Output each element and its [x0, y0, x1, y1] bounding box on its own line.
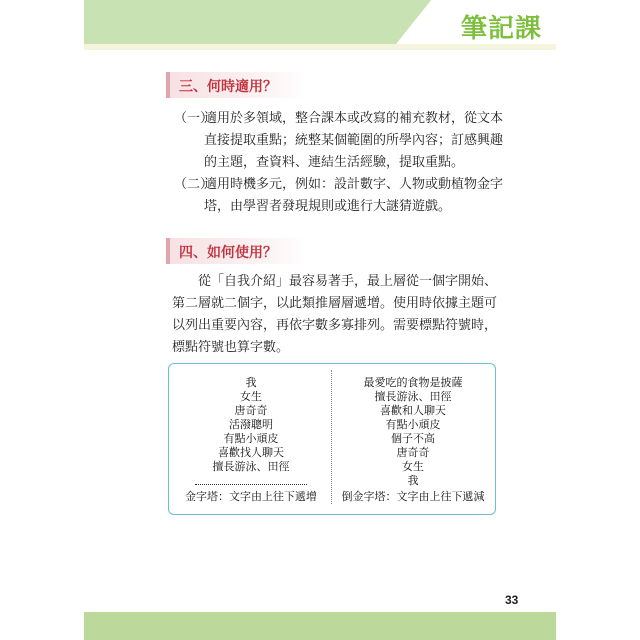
pyramid-line: 唐奇奇 — [396, 446, 430, 459]
pyramid-line: 我 — [245, 376, 257, 389]
pyramid-line: 個子不高 — [391, 432, 435, 445]
pyramid-line: 女生 — [240, 390, 262, 403]
pyramid-line: 活潑聰明 — [229, 418, 273, 431]
list-number: （二） — [174, 177, 214, 192]
list-text: 適用於多領域，整合課本或改寫的補充教材，從文本直接提取重點；統整某個範圍的所學內容；訂感興趣的主題，查資料、連結生活經驗，提取重點。 — [204, 111, 504, 170]
list-item — [174, 108, 506, 174]
brand-title: 筆記課 — [461, 14, 543, 44]
pyramid-line: 唐奇奇 — [234, 404, 268, 417]
pyramid-line: 最愛吃的食物是披薩 — [363, 376, 463, 389]
list-number: （一） — [174, 111, 214, 126]
column-divider — [331, 370, 332, 504]
section-4-paragraph: 從「自我介紹」最容易著手，最上層從一個字開始、第二層就二個字，以此類推層層遞增。使用時依據主題可以列出重要內容，再依字數多寡排列。需要標點符號時，標點符號也算字數。 — [172, 274, 498, 355]
dotted-separator — [195, 474, 307, 485]
inverted-pyramid-column — [333, 376, 493, 488]
list-text: 適用時機多元，例如：設計數字、人物或動植物金字塔，由學習者發現規則或進行大謎猜遊戲。 — [204, 177, 504, 214]
footer-band — [84, 612, 556, 640]
pyramid-line: 擅長游泳、田徑 — [374, 390, 452, 403]
heading-accent-bar — [166, 238, 170, 264]
section-3-heading — [166, 72, 306, 98]
pyramid-caption: 金字塔：文字由上往下遞增 — [185, 490, 317, 503]
pyramid-line: 女生 — [402, 460, 424, 473]
section-4-heading — [166, 238, 306, 264]
pyramid-line: 有點小頑皮 — [385, 418, 441, 431]
example-box — [168, 363, 496, 515]
inverted-pyramid-caption: 倒金字塔：文字由上往下遞減 — [341, 490, 485, 503]
pyramid-line: 有點小頑皮 — [223, 432, 279, 445]
section-3-title: 三、何時適用？ — [179, 79, 277, 95]
pyramid-line: 喜歡找人聊天 — [218, 446, 284, 459]
pyramid-line: 我 — [407, 474, 419, 487]
page-number: 33 — [505, 593, 519, 607]
section-4-title: 四、如何使用？ — [179, 245, 277, 261]
pyramid-column — [171, 376, 331, 485]
pyramid-line: 喜歡和人聊天 — [380, 404, 446, 417]
list-item — [174, 174, 506, 218]
pyramid-line: 擅長游泳、田徑 — [212, 460, 290, 473]
heading-accent-bar — [166, 72, 170, 98]
